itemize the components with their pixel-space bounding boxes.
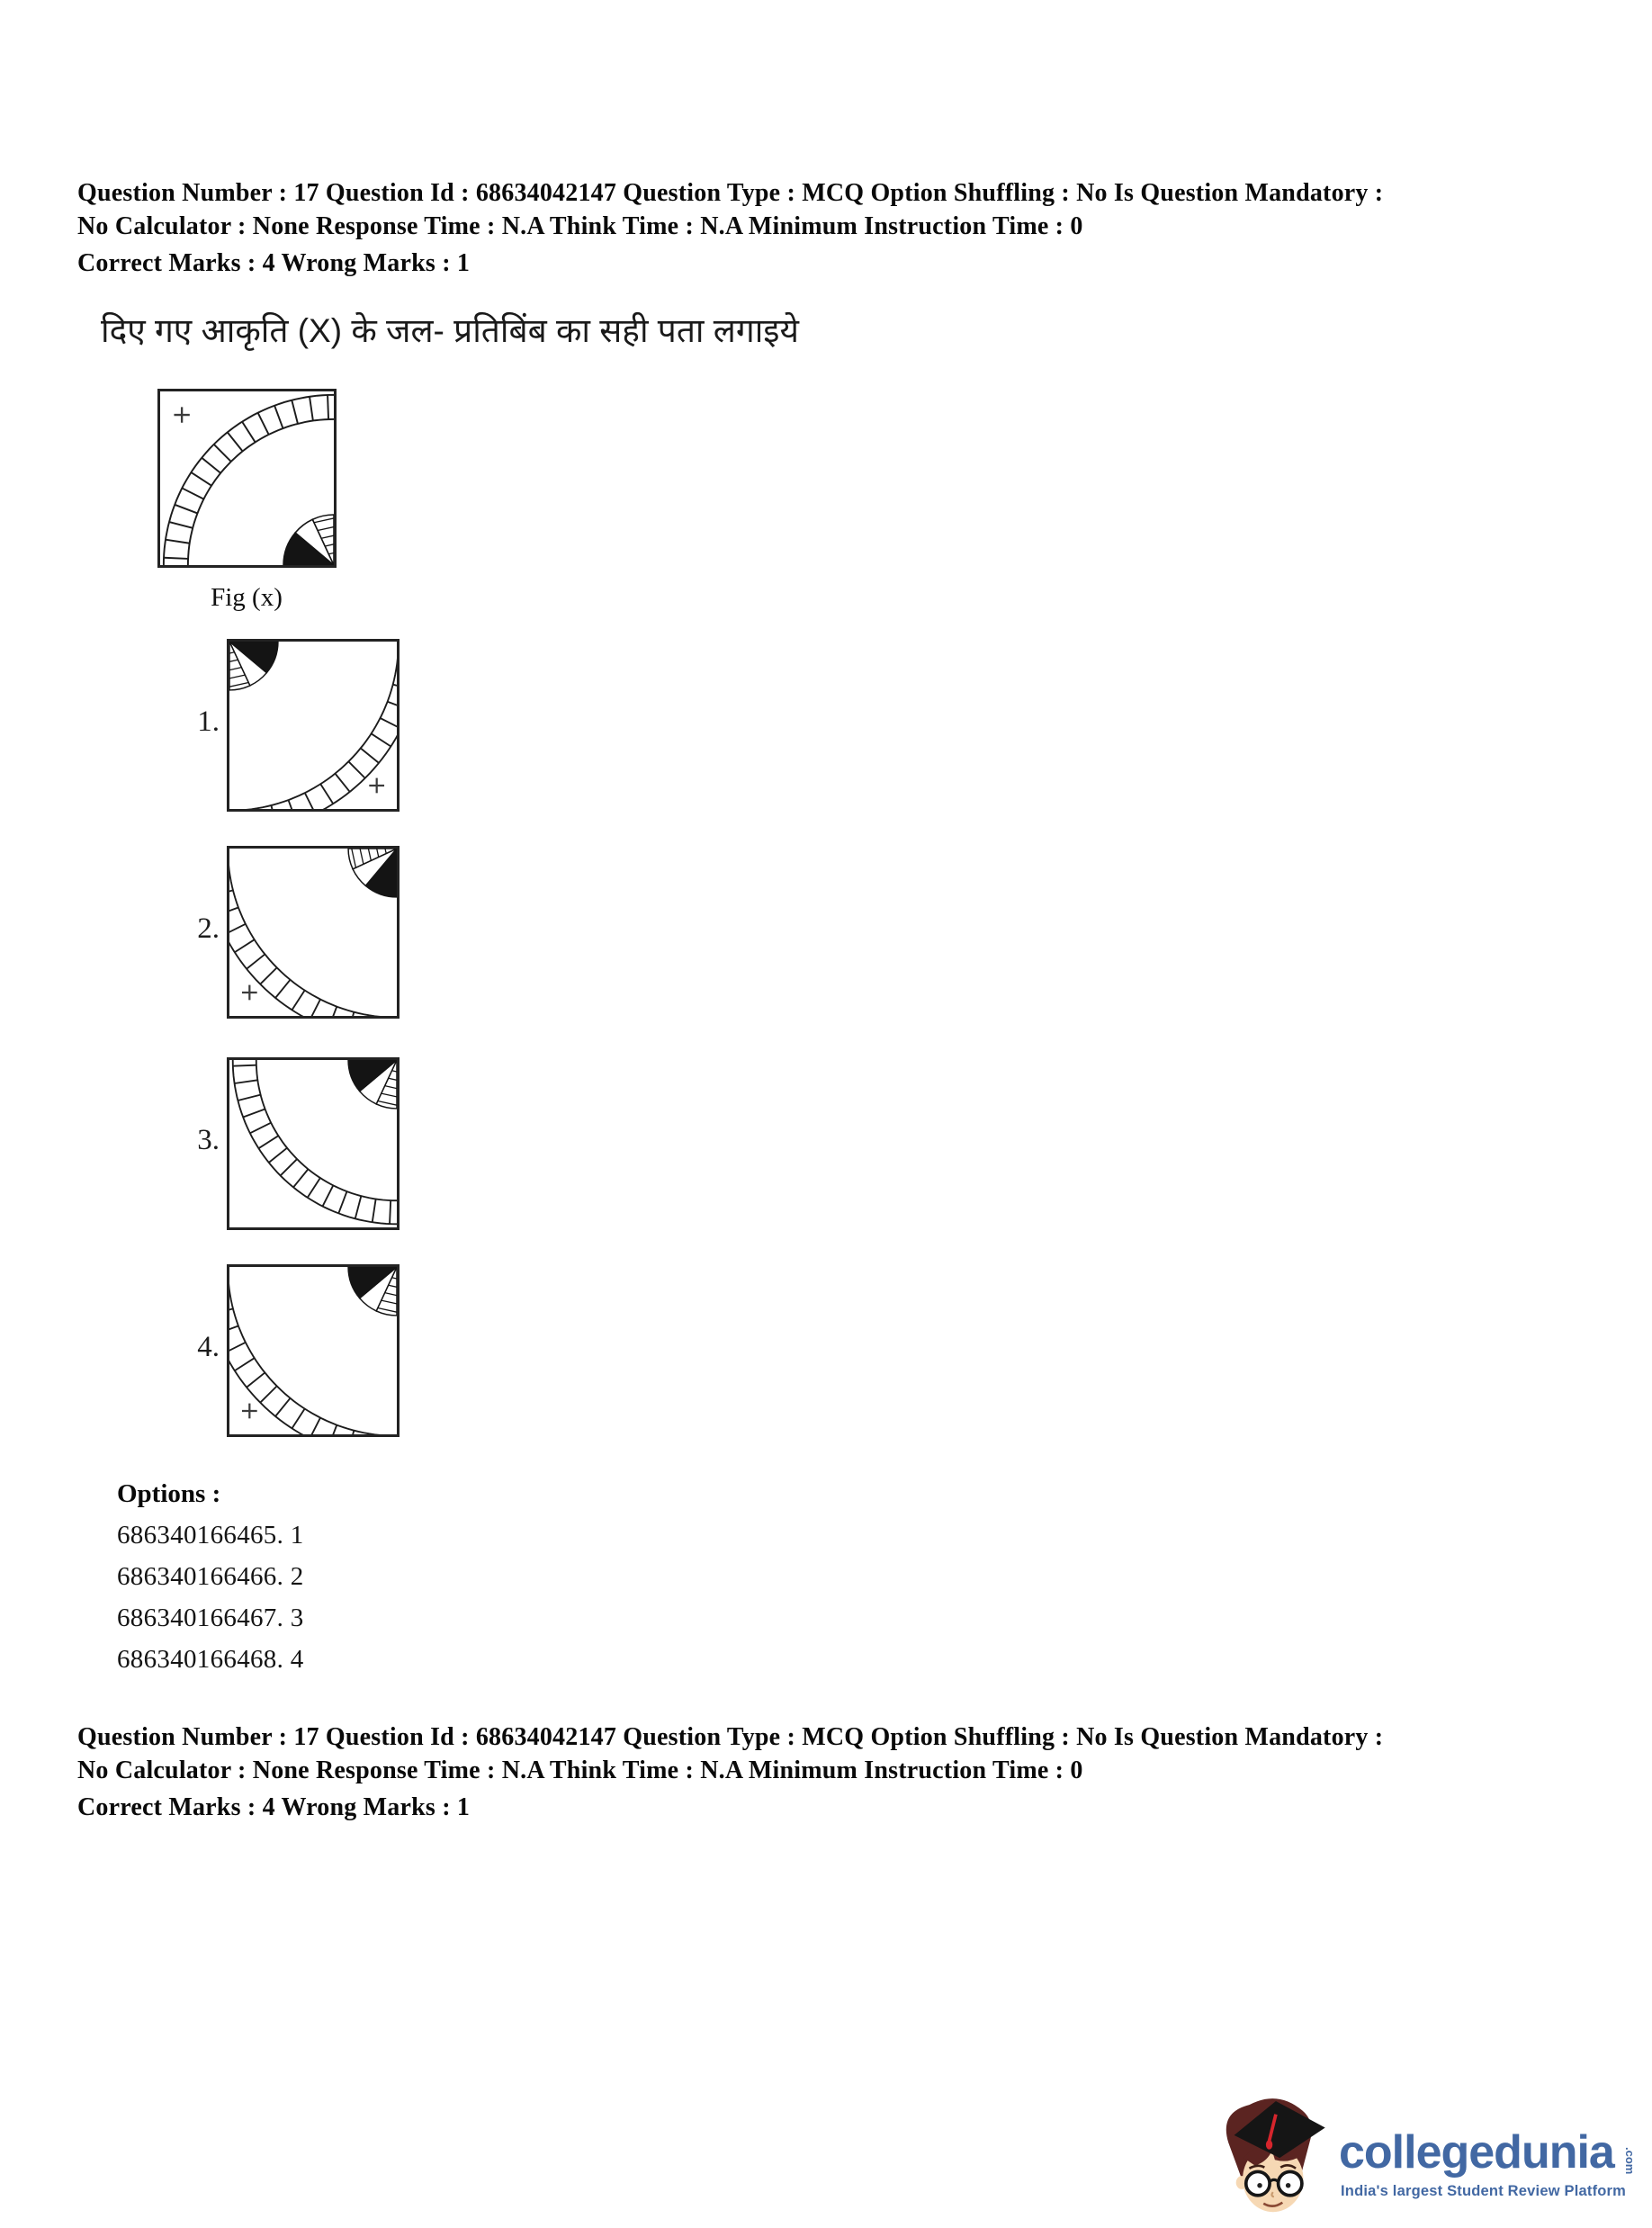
- figure-x-caption: Fig (x): [211, 583, 283, 612]
- fan-sector: [348, 849, 397, 897]
- question-meta-line-1: Question Number : 17 Question Id : 68634042147 Question Type : MCQ Option Shuffling : No Is Question Mandatory :: [77, 179, 1384, 207]
- option-3-number: 3.: [197, 1124, 220, 1156]
- plus-mark: [242, 1404, 257, 1419]
- option-2-number: 2.: [197, 912, 220, 945]
- plus-mark: [369, 778, 384, 794]
- question-meta-line-2: No Calculator : None Response Time : N.A Think Time : N.A Minimum Instruction Time : 0: [77, 212, 1083, 240]
- mascot-graphic: [1213, 2084, 1341, 2226]
- option-figure-2: [227, 846, 400, 1019]
- option-id-4: 686340166468. 4: [117, 1645, 304, 1674]
- option-id-3: 686340166467. 3: [117, 1604, 304, 1632]
- option-figure-1: [227, 639, 400, 812]
- plus-mark: [242, 985, 257, 1001]
- fan-sector: [229, 642, 278, 690]
- option-figure-4: [227, 1264, 400, 1437]
- plus-mark: [174, 407, 189, 422]
- options-heading: Options :: [117, 1479, 221, 1508]
- question-meta-bottom-line-1: Question Number : 17 Question Id : 68634042147 Question Type : MCQ Option Shuffling : No Is Question Mandatory :: [77, 1723, 1384, 1751]
- figure-x: [157, 389, 337, 568]
- option-4-number: 4.: [197, 1331, 220, 1363]
- fan-sector: [348, 1267, 397, 1316]
- option-figure-3: [227, 1057, 400, 1230]
- question-meta-line-3: Correct Marks : 4 Wrong Marks : 1: [77, 249, 471, 277]
- question-meta-bottom-line-2: No Calculator : None Response Time : N.A Think Time : N.A Minimum Instruction Time : 0: [77, 1756, 1083, 1784]
- brand-tagline: India's largest Student Review Platform: [1341, 2183, 1627, 2199]
- option-1-number: 1.: [197, 705, 220, 738]
- question-meta-bottom-line-3: Correct Marks : 4 Wrong Marks : 1: [77, 1793, 471, 1821]
- option-id-1: 686340166465. 1: [117, 1521, 304, 1550]
- brand-tld: .com: [1623, 2147, 1637, 2175]
- brand-text: collegedunia: [1339, 2126, 1614, 2179]
- question-text: दिए गए आकृति (X) के जल- प्रतिबिंब का सही पता लगाइये: [101, 312, 799, 349]
- fan-sector: [348, 1060, 397, 1109]
- fan-sector: [283, 515, 334, 565]
- option-id-2: 686340166466. 2: [117, 1562, 304, 1591]
